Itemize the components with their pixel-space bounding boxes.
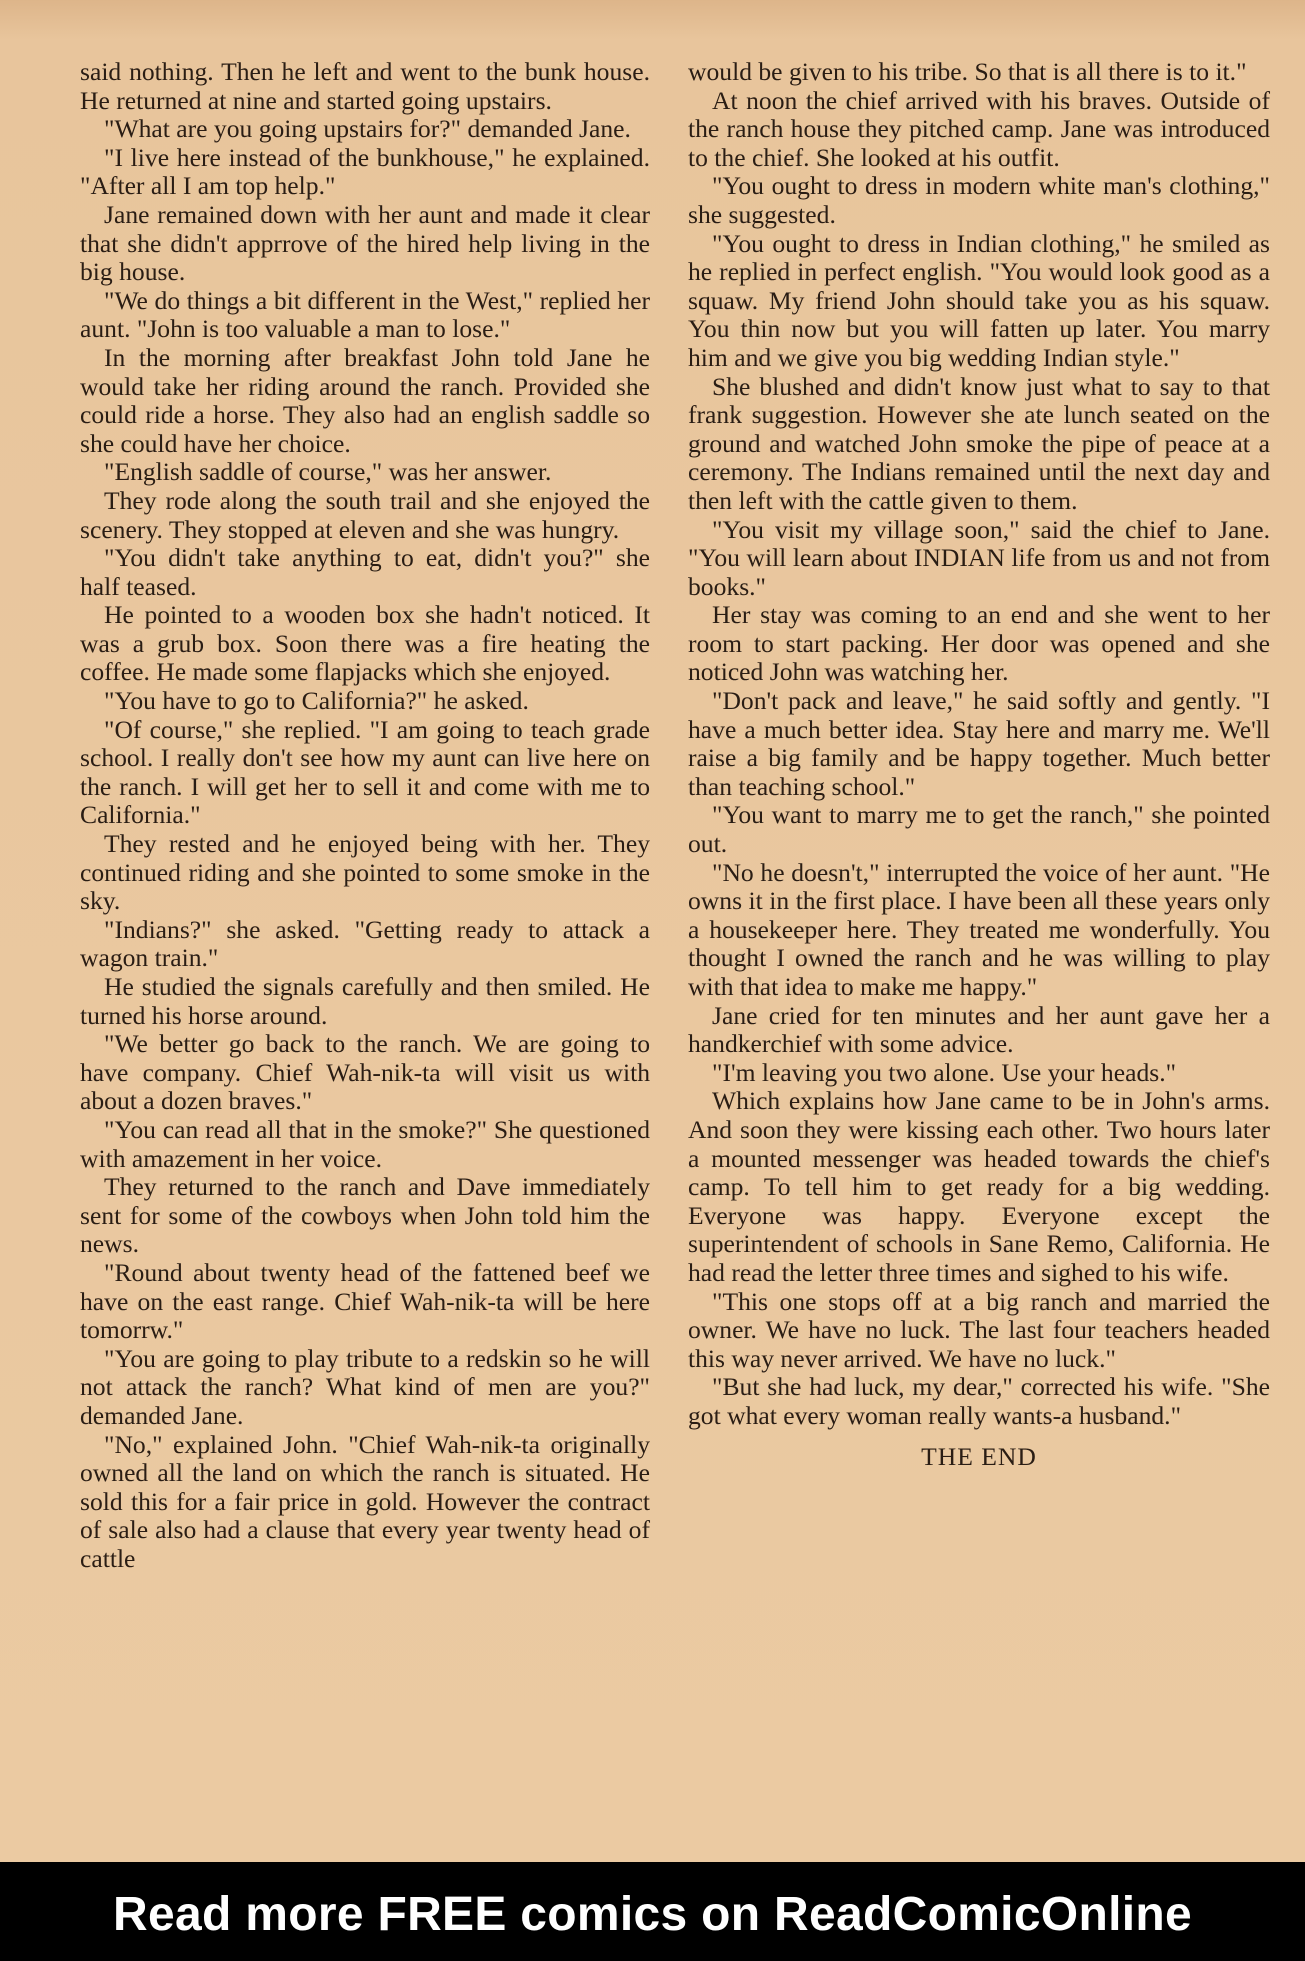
story-paragraph: "Don't pack and leave," he said softly and gently. "I have a much better idea. Stay here and marry me. We'll raise a big family and be happy together. Much better than teaching school.": [688, 686, 1270, 801]
story-paragraph: They rode along the south trail and she enjoyed the scenery. They stopped at eleven and she was hungry.: [80, 485, 650, 544]
the-end-label: THE END: [921, 1441, 1037, 1471]
story-paragraph: "You visit my village soon," said the chief to Jane. "You will learn about INDIAN life from us and not from books.": [688, 514, 1270, 601]
story-paragraph: "English saddle of course," was her answer.: [104, 457, 552, 487]
story-paragraph: Jane cried for ten minutes and her aunt gave her a handkerchief with some advice.: [688, 1000, 1270, 1059]
story-paragraph: "Indians?" she asked. "Getting ready to attack a wagon train.": [80, 914, 650, 973]
story-paragraph: "I live here instead of the bunkhouse," he explained. "After all I am top help.": [80, 142, 650, 201]
story-paragraph: They returned to the ranch and Dave immediately sent for some of the cowboys when John told him the news.: [80, 1172, 650, 1259]
story-paragraph: She blushed and didn't know just what to say to that frank suggestion. However she ate lunch seated on the ground and watched John smoke the pipe of peace at a ceremony. The Indians remained until the next day and then left with the cattle given to them.: [688, 371, 1270, 515]
story-column-right: [688, 58, 1270, 1471]
story-paragraph: He studied the signals carefully and then smiled. He turned his horse around.: [80, 972, 650, 1030]
story-paragraph: "You ought to dress in Indian clothing," he smiled as he replied in perfect english. "You would look good as a squaw. My friend John should take you as his squaw. You thin now but you will fatten up later. You marry him and we give you big wedding Indian style.": [688, 228, 1270, 372]
story-paragraph: "You didn't take anything to eat, didn't you?" she half teased.: [80, 543, 650, 601]
promo-banner[interactable]: [0, 1862, 1305, 1961]
story-paragraph: "No he doesn't," interrupted the voice of her aunt. "He owns it in the first place. I have been all these years only a housekeeper here. They treated me wonderfully. You thought I owned the ranch and he was willing to play with that idea to make me happy.": [688, 857, 1270, 1001]
story-paragraph: "Round about twenty head of the fattened beef we have on the east range. Chief Wah-nik-ta will be here tomorrw.": [80, 1257, 650, 1345]
story-paragraph: "No," explained John. "Chief Wah-nik-ta originally owned all the land on which the ranch is situated. He sold this for a fair price in gold. However the contract of sale also had a clause that every year twenty head of cattle: [80, 1429, 650, 1573]
story-paragraph: "We do things a bit different in the West," replied her aunt. "John is too valuable a man to lose.": [80, 285, 650, 344]
promo-banner-text[interactable]: Read more FREE comics on ReadComicOnline: [113, 1888, 1192, 1941]
story-paragraph: "This one stops off at a big ranch and married the owner. We have no luck. The last four teachers headed this way never arrived. We have no luck.": [688, 1286, 1270, 1373]
story-paragraph: Jane remained down with her aunt and made it clear that she didn't apprrove of the hired help living in the big house.: [80, 199, 650, 287]
story-paragraph: "Of course," she replied. "I am going to teach grade school. I really don't see how my aunt can live here on the ranch. I will get her to sell it and come with me to California.": [80, 714, 650, 830]
story-paragraph: "I'm leaving you two alone. Use your heads.": [712, 1057, 1177, 1087]
story-paragraph: "You have to go to California?" he asked.: [104, 686, 529, 716]
story-paragraph: "You can read all that in the smoke?" She questioned with amazement in her voice.: [80, 1114, 650, 1173]
story-paragraph: "You ought to dress in modern white man's clothing," she suggested.: [688, 171, 1270, 229]
story-paragraph: said nothing. Then he left and went to the bunk house. He returned at nine and started going upstairs.: [80, 57, 650, 115]
story-paragraph: Which explains how Jane came to be in John's arms. And soon they were kissing each other. Two hours later a mounted messenger was headed towards the chief's camp. To tell him to get ready for a big wedding. Everyone was happy. Everyone except the superintendent of schools in Sane Remo, California. He had read the letter three times and sighed to his wife.: [688, 1086, 1270, 1287]
story-paragraph: "What are you going upstairs for?" demanded Jane.: [104, 114, 631, 144]
story-paragraph: He pointed to a wooden box she hadn't noticed. It was a grub box. Soon there was a fire heating the coffee. He made some flapjacks which she enjoyed.: [80, 600, 650, 687]
story-paragraph: Her stay was coming to an end and she went to her room to start packing. Her door was opened and she noticed John was watching her.: [688, 600, 1270, 687]
story-paragraph: "You want to marry me to get the ranch," she pointed out.: [688, 800, 1270, 859]
story-paragraph: "We better go back to the ranch. We are going to have company. Chief Wah-nik-ta will visit us with about a dozen braves.": [80, 1029, 650, 1116]
story-paragraph: In the morning after breakfast John told Jane he would take her riding around the ranch. Provided she could ride a horse. They also had an english saddle so she could have her choice.: [80, 342, 650, 458]
story-paragraph: They rested and he enjoyed being with her. They continued riding and she pointed to some smoke in the sky.: [80, 829, 650, 916]
story-paragraph: "But she had luck, my dear," corrected his wife. "She got what every woman really wants-a husband.": [688, 1372, 1270, 1430]
story-column-left: [80, 58, 650, 1573]
story-paragraph: "You are going to play tribute to a redskin so he will not attack the ranch? What kind of men are you?" demanded Jane.: [80, 1343, 650, 1430]
story-paragraph: At noon the chief arrived with his braves. Outside of the ranch house they pitched camp. Jane was introduced to the chief. She looked at his outfit.: [688, 85, 1270, 172]
story-paragraph: would be given to his tribe. So that is all there is to it.": [688, 57, 1247, 86]
